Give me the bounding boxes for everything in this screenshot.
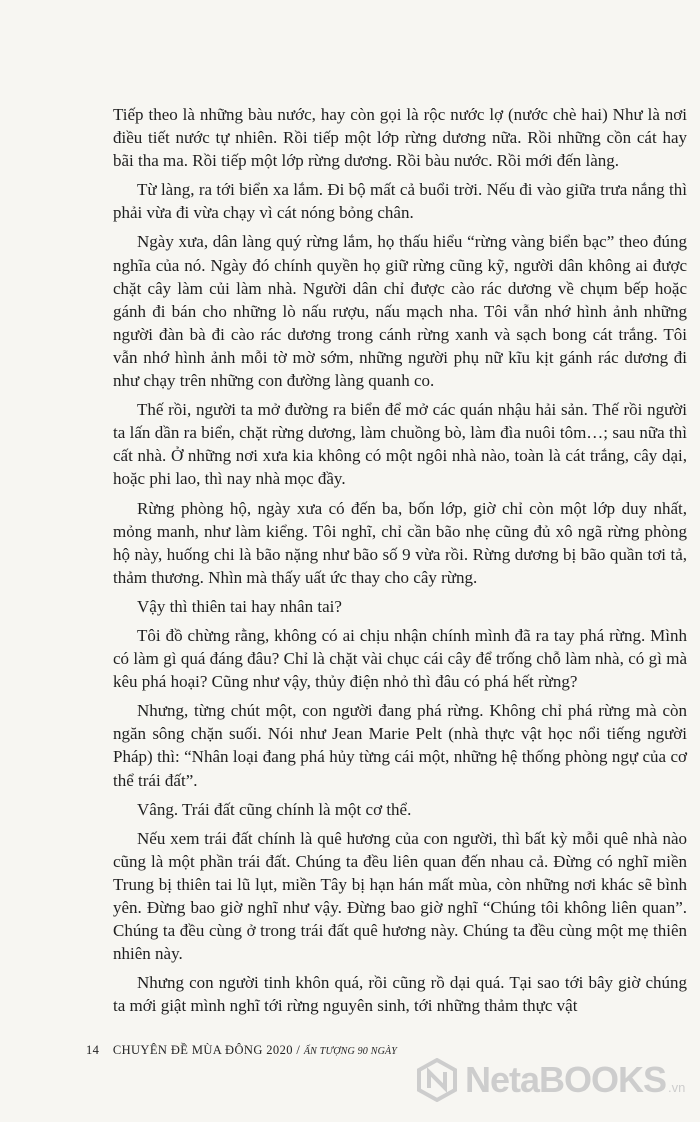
publication-title: CHUYÊN ĐỀ MÙA ĐÔNG 2020 (112, 1043, 293, 1057)
paragraph: Rừng phòng hộ, ngày xưa có đến ba, bốn lớp, giờ chỉ còn một lớp duy nhất, mỏng manh, như làm kiểng. Tôi nghĩ, chỉ cần bão nhẹ cũng đủ xô ngã rừng phòng hộ này, huống chi là bão nặng như bão số 9 vừa rồi. Rừng dương bị bão quần tơi tả, thảm thương. Nhìn mà thấy uất ức thay cho cây rừng. (113, 498, 687, 587)
watermark-domain: .vn (668, 1079, 686, 1095)
paragraph: Từ làng, ra tới biển xa lắm. Đi bộ mất cả buổi trời. Nếu đi vào giữa trưa nắng thì phải vừa đi vừa chạy vì cát nóng bỏng chân. (113, 180, 687, 223)
body-text (113, 103, 687, 1023)
paragraph: Vâng. Trái đất cũng chính là một cơ thể. (137, 799, 412, 819)
paragraph: Nhưng, từng chút một, con người đang phá rừng. Không chỉ phá rừng mà còn ngăn sông chặn suối. Nói như Jean Marie Pelt (nhà thực vật học nổi tiếng người Pháp) thì: “Nhân loại đang phá hủy từng cái một, những hệ thống phòng ngự của cơ thể trái đất”. (113, 701, 687, 790)
paragraph: Nhưng con người tinh khôn quá, rồi cũng rồ dại quá. Tại sao tới bây giờ chúng ta mới giật mình nghĩ tới rừng nguyên sinh, tới những thảm thực vật (113, 973, 687, 1016)
paragraph: Ngày xưa, dân làng quý rừng lắm, họ thấu hiểu “rừng vàng biển bạc” theo đúng nghĩa của nó. Ngày đó chính quyền họ giữ rừng cũng kỹ, người dân không ai được chặt cây làm củi làm nhà. Người dân chỉ được cào rác dương về chụm bếp hoặc gánh đi bán cho những lò nấu rượu, nấu mạch nha. Tôi vẫn nhớ hình ảnh những người đàn bà đi cào rác dương trong cánh rừng xanh và sạch bong cát trắng. Tôi vẫn nhớ hình ảnh mỗi tờ mờ sớm, những người phụ nữ kĩu kịt gánh rác dương đi như chạy trên những con đường làng quanh co. (113, 232, 687, 391)
page-number: 14 (86, 1043, 100, 1057)
footer-separator: / (296, 1043, 301, 1057)
page-footer (86, 1043, 397, 1058)
paragraph: Tiếp theo là những bàu nước, hay còn gọi là rộc nước lợ (nước chè hai) Như là nơi điều tiết nước tự nhiên. Rồi tiếp một lớp rừng dương nữa. Rồi những cồn cát hay bãi tha ma. Rồi tiếp một lớp rừng dương. Rồi bàu nước. Rồi mới đến làng. (113, 105, 687, 171)
watermark (415, 1058, 685, 1102)
paragraph: Nếu xem trái đất chính là quê hương của con người, thì bất kỳ mỗi quê nhà nào cũng là một phần trái đất. Chúng ta đều liên quan đến nhau cả. Đừng có nghĩ miền Trung bị thiên tai lũ lụt, miền Tây bị hạn hán mất mùa, còn những nơi khác sẽ bình yên. Đừng bao giờ nghĩ như vậy. Đừng bao giờ nghĩ “Chúng tôi không liên quan”. Chúng ta đều cùng ở trong trái đất quê hương này. Chúng ta đều cùng một mẹ thiên nhiên này. (113, 828, 687, 964)
paragraph: Tôi đồ chừng rằng, không có ai chịu nhận chính mình đã ra tay phá rừng. Mình có làm gì quá đáng đâu? Chỉ là chặt vài chục cái cây để trống chỗ làm nhà, có gì mà kêu phá hoại? Cũng như vậy, thủy điện nhỏ thì đâu có phá hết rừng? (113, 625, 687, 692)
watermark-brand: NetaBOOKS (465, 1059, 667, 1100)
netabooks-logo-icon (415, 1058, 459, 1102)
publication-subtitle: ẤN TƯỢNG 90 NGÀY (303, 1046, 398, 1057)
paragraph: Vậy thì thiên tai hay nhân tai? (137, 596, 342, 616)
paragraph: Thế rồi, người ta mở đường ra biển để mở các quán nhậu hải sản. Thế rồi người ta lấn dần ra biển, chặt rừng dương, làm chuồng bò, làm đìa nuôi tôm…; sau nữa thì cất nhà. Ở những nơi xưa kia không có một ngôi nhà nào, toàn là cát trắng, cây dại, hoặc phi lao, thì nay nhà mọc đầy. (113, 400, 687, 489)
